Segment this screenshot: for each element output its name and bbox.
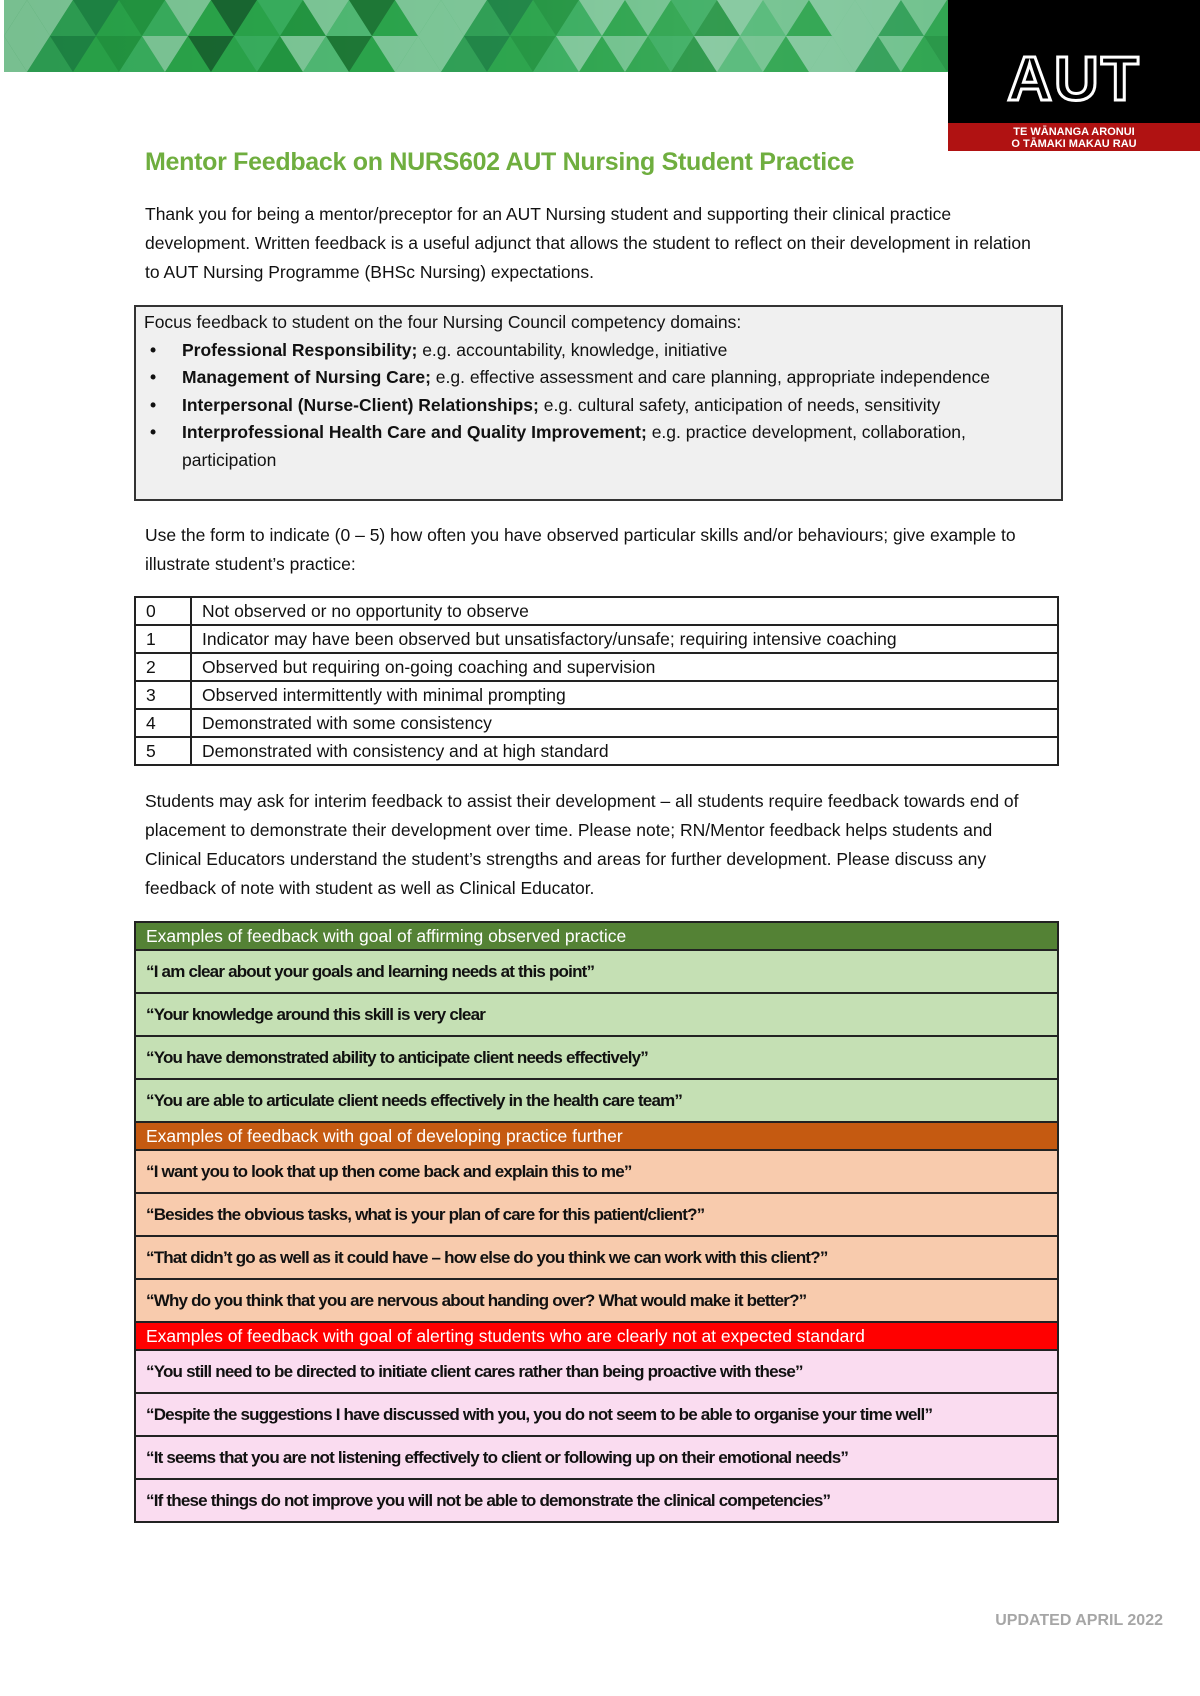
feedback-quote: “Why do you think that you are nervous about handing over? What would make it better?” [135, 1279, 1058, 1322]
feedback-quote-row [135, 1479, 1058, 1522]
feedback-quote-row [135, 993, 1058, 1036]
feedback-examples-table [134, 921, 1059, 1523]
feedback-quote-row [135, 950, 1058, 993]
feedback-quote-row [135, 1436, 1058, 1479]
feedback-quote-row [135, 1079, 1058, 1122]
scale-description: Observed intermittently with minimal prompting [191, 681, 1058, 709]
logo-subtitle: TE WĀNANGA ARONUI O TĀMAKI MAKAU RAU [948, 123, 1200, 151]
feedback-quote-row [135, 1036, 1058, 1079]
scale-row [135, 737, 1058, 765]
developing-header-row [135, 1122, 1058, 1150]
scale-row [135, 681, 1058, 709]
scale-description: Indicator may have been observed but unsatisfactory/unsafe; requiring intensive coaching [191, 625, 1058, 653]
scale-number: 3 [135, 681, 191, 709]
focus-box [134, 305, 1063, 501]
feedback-quote: “I want you to look that up then come back and explain this to me” [135, 1150, 1058, 1193]
feedback-quote: “Your knowledge around this skill is very clear [135, 993, 1058, 1036]
affirming-header-row [135, 922, 1058, 950]
focus-item: • Interpersonal (Nurse-Client) Relationships; e.g. cultural safety, anticipation of needs, sensitivity [144, 392, 1053, 420]
intro-paragraph: Thank you for being a mentor/preceptor for an AUT Nursing student and supporting their clinical practice development. Written feedback is a useful adjunct that allows the student to reflect on their development in relation to AUT Nursing Programme (BHSc Nursing) expectations. [145, 204, 1031, 282]
scale-number: 4 [135, 709, 191, 737]
feedback-quote-row [135, 1236, 1058, 1279]
scale-description: Demonstrated with consistency and at high standard [191, 737, 1058, 765]
scale-number: 5 [135, 737, 191, 765]
section-header: Examples of feedback with goal of developing practice further [135, 1122, 1058, 1150]
alerting-header-row [135, 1322, 1058, 1350]
page-title: Mentor Feedback on NURS602 AUT Nursing Student Practice [145, 148, 855, 176]
feedback-quote: “Despite the suggestions I have discussed with you, you do not seem to be able to organise your time well” [135, 1393, 1058, 1436]
scale-number: 0 [135, 597, 191, 625]
scale-description: Observed but requiring on-going coaching and supervision [191, 653, 1058, 681]
scale-row [135, 597, 1058, 625]
interim-paragraph: Students may ask for interim feedback to assist their development – all students require feedback towards end of placement to demonstrate their development over time. Please note; RN/Mentor feedback helps students and Clinical Educators understand the student’s strengths and areas for further development. Please discuss any feedback of note with student as well as Clinical Educator. [145, 791, 1019, 898]
feedback-quote-row [135, 1279, 1058, 1322]
aut-logo [948, 0, 1200, 151]
scale-number: 1 [135, 625, 191, 653]
triangle-pattern [4, 0, 948, 72]
feedback-quote-row [135, 1193, 1058, 1236]
focus-item: • Management of Nursing Care; e.g. effective assessment and care planning, appropriate independence [144, 364, 1053, 392]
scale-row [135, 625, 1058, 653]
feedback-quote: “Besides the obvious tasks, what is your plan of care for this patient/client?” [135, 1193, 1058, 1236]
scale-table [134, 596, 1059, 766]
updated-date: UPDATED APRIL 2022 [995, 1612, 1163, 1629]
feedback-quote-row [135, 1150, 1058, 1193]
feedback-quote: “If these things do not improve you will not be able to demonstrate the clinical competencies” [135, 1479, 1058, 1522]
feedback-quote-row [135, 1350, 1058, 1393]
focus-item: • Interprofessional Health Care and Quality Improvement; e.g. practice development, collaboration, participation [144, 419, 1053, 474]
scale-row [135, 653, 1058, 681]
scale-description: Not observed or no opportunity to observe [191, 597, 1058, 625]
scale-number: 2 [135, 653, 191, 681]
feedback-quote: “You are able to articulate client needs effectively in the health care team” [135, 1079, 1058, 1122]
section-header: Examples of feedback with goal of alerting students who are clearly not at expected standard [135, 1322, 1058, 1350]
feedback-quote: “It seems that you are not listening effectively to client or following up on their emotional needs” [135, 1436, 1058, 1479]
focus-heading: Focus feedback to student on the four Nursing Council competency domains: [144, 312, 742, 332]
header-banner [4, 0, 948, 72]
feedback-quote-row [135, 1393, 1058, 1436]
logo-text: AUT [1007, 45, 1141, 114]
scale-intro: Use the form to indicate (0 – 5) how often you have observed particular skills and/or behaviours; give example to illustrate student’s practice: [145, 525, 1016, 574]
feedback-quote: “You still need to be directed to initiate client cares rather than being proactive with these” [135, 1350, 1058, 1393]
section-header: Examples of feedback with goal of affirming observed practice [135, 922, 1058, 950]
feedback-quote: “You have demonstrated ability to anticipate client needs effectively” [135, 1036, 1058, 1079]
scale-description: Demonstrated with some consistency [191, 709, 1058, 737]
feedback-quote: “I am clear about your goals and learning needs at this point” [135, 950, 1058, 993]
scale-row [135, 709, 1058, 737]
feedback-quote: “That didn’t go as well as it could have – how else do you think we can work with this client?” [135, 1236, 1058, 1279]
focus-item: • Professional Responsibility; e.g. accountability, knowledge, initiative [144, 337, 1053, 365]
